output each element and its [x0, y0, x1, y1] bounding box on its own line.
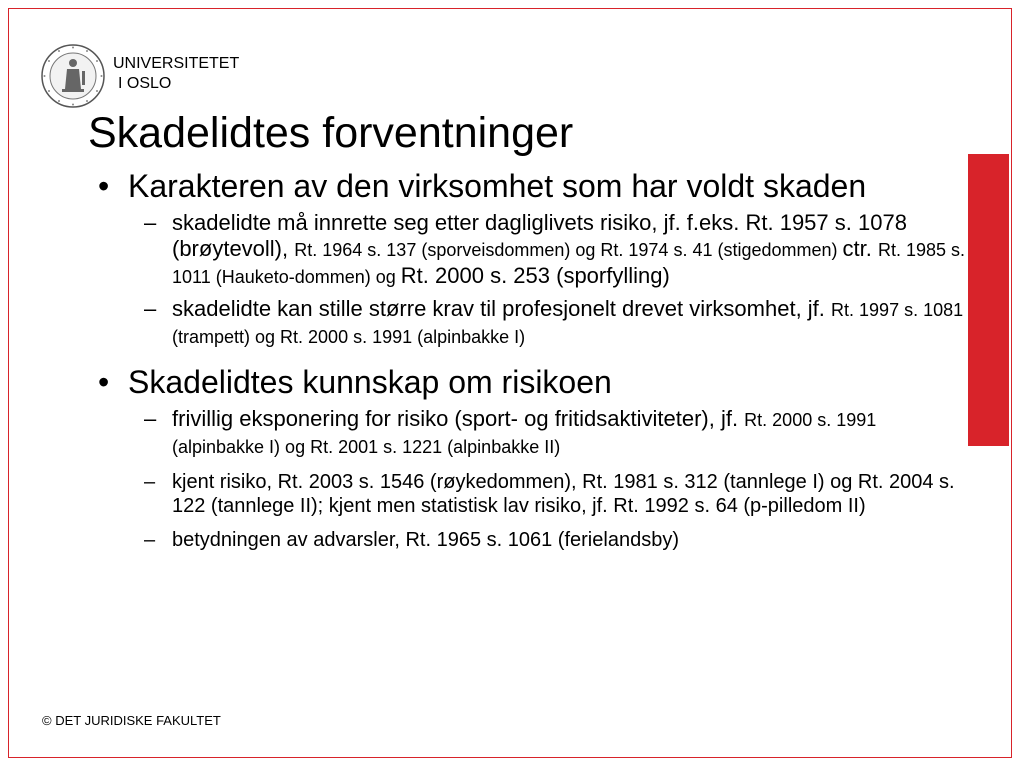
- sub-1-2-part-1: skadelidte kan stille større krav til profesjonelt drevet virksomhet, jf.: [172, 296, 832, 321]
- slide-content: [96, 168, 966, 552]
- sub-1-2-part-2: Rt. 1997 s. 1081 (trampett) og Rt. 2000 s. 1991 (alpinbakke I): [172, 300, 964, 347]
- bullet-dot: •: [98, 364, 110, 400]
- sub-1-1-part-2: Rt. 1964 s. 137 (sporveisdommen) og Rt. 1974 s. 41 (stigedommen): [294, 240, 843, 260]
- sub-1-1-part-1: skadelidte må innrette seg etter dagliglivets risiko, jf. f.eks. Rt. 1957 s. 1078 (brøytevoll),: [172, 210, 907, 261]
- dash-marker: –: [144, 210, 157, 235]
- sub-1-1-part-5: Rt. 2000 s. 253 (sporfylling): [400, 263, 670, 288]
- sub-bullet-1-1: [96, 210, 966, 290]
- sub-bullet-2-3: [96, 528, 966, 552]
- bullet-dot: •: [98, 168, 110, 204]
- sub-2-1-part-2: Rt. 2000 s. 1991 (alpinbakke I) og Rt. 2001 s. 1221 (alpinbakke II): [172, 410, 877, 457]
- sub-bullet-2-2: [96, 470, 966, 518]
- bullet-1-text: Karakteren av den virksomhet som har voldt skaden: [128, 168, 867, 204]
- university-line-2: I OSLO: [118, 75, 172, 92]
- sub-1-1-part-3: ctr.: [842, 236, 878, 261]
- bullet-2: [96, 364, 966, 400]
- footer-copyright: © DET JURIDISKE FAKULTET: [42, 713, 221, 728]
- dash-marker: –: [144, 296, 157, 321]
- university-line-1: UNIVERSITETET: [113, 55, 240, 72]
- sub-bullet-2-1: [96, 406, 966, 460]
- bullet-1: [96, 168, 966, 204]
- university-name: [113, 54, 239, 94]
- dash-marker: –: [144, 406, 157, 431]
- sub-2-2-text: kjent risiko, Rt. 2003 s. 1546 (røykedommen), Rt. 1981 s. 312 (tannlege I) og Rt. 2004 s. 122 (tannlege II); kjent men statistisk lav risiko, jf. Rt. 1992 s. 64 (p-pilledom II): [172, 471, 955, 517]
- sub-bullet-1-2: [96, 296, 966, 350]
- sub-2-3-text: betydningen av advarsler, Rt. 1965 s. 1061 (ferielandsby): [172, 529, 679, 551]
- dash-marker: –: [144, 529, 156, 551]
- university-seal-icon: [40, 43, 106, 109]
- sub-1-1-part-4: Rt. 1985 s. 1011 (Hauketo-dommen) og: [172, 240, 966, 287]
- bullet-2-text: Skadelidtes kunnskap om risikoen: [128, 364, 612, 400]
- accent-bar: [968, 154, 1009, 446]
- slide-title: Skadelidtes forventninger: [88, 109, 574, 157]
- sub-2-1-part-1: frivillig eksponering for risiko (sport- og fritidsaktiviteter), jf.: [172, 406, 745, 431]
- dash-marker: –: [144, 471, 156, 493]
